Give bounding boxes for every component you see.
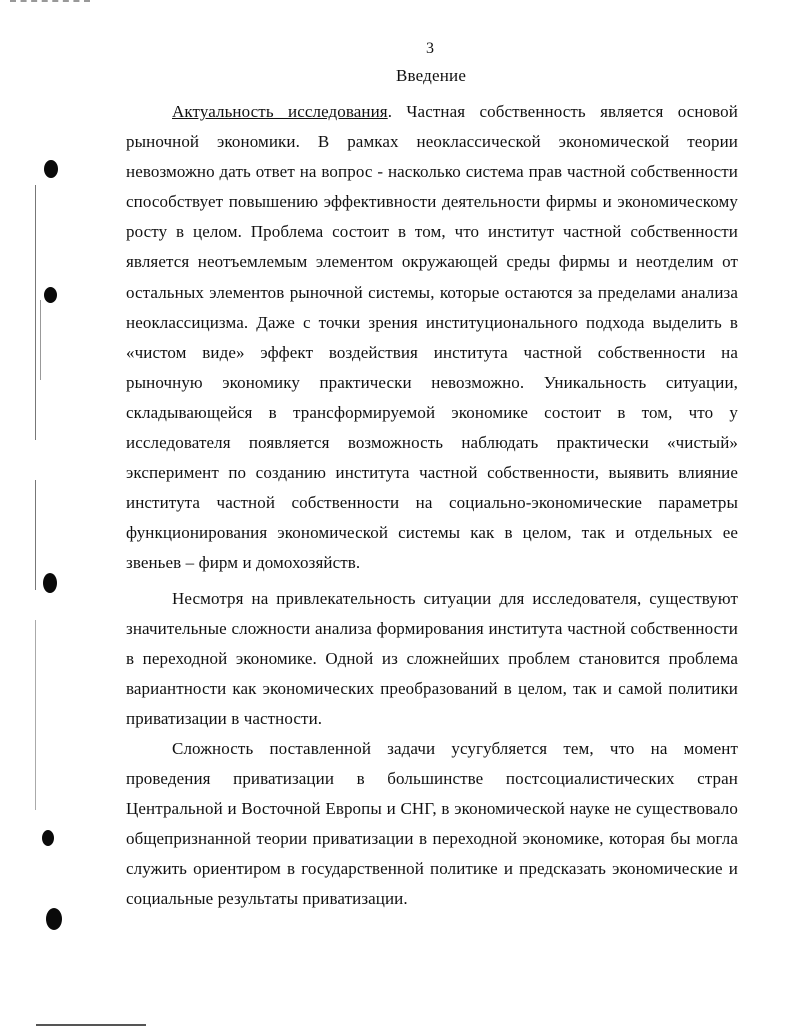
relevance-body: . Частная собственность является основой рыночной экономики. В рамках неоклассической экономической теории невозможно дать ответ на вопрос - насколько система прав частной собственности способствует повышению эффективности деятельности фирмы и экономическому росту в целом. Проблема состоит в том, что институт частной собственности является неотъемлемым элементом окружающей среды фирмы и неотделим от остальных элементов рыночной системы, которые остаются за пределами анализа неоклассицизма. Даже с точки зрения институционального подхода выделить в «чистом виде» эффект воздействия института частной собственности на рыночную экономику практически невозможно. Уникальность ситуации, складывающейся в трансформируемой экономике состоит в том, что у исследователя появляется возможность наблюдать практически «чистый» эксперимент по созданию института частной собственности, выявить влияние института частной собственности на социально-экономические параметры функционирования экономической системы как в целом, так и отдельных ее звеньев – фирм и домохозяйств. (126, 102, 738, 573)
binder-hole (43, 573, 57, 593)
paragraph-complexity (126, 584, 738, 734)
relevance-lead: Актуальность исследования (172, 102, 388, 121)
scan-edge-marks (10, 0, 90, 8)
binder-hole (44, 160, 58, 178)
scan-margin-line (35, 185, 36, 440)
paragraph-text: Сложность поставленной задачи усугубляется тем, что на момент проведения приватизации в большинстве постсоциалистических стран Центральной и Восточной Европы и СНГ, в экономической науке не существовало общепризнанной теории приватизации в переходной экономике, которая бы могла служить ориентиром в государственной политике и предсказать экономические и социальные результаты приватизации. (126, 739, 738, 909)
scan-margin-line (35, 480, 36, 590)
paragraph-task (126, 734, 738, 915)
section-heading: Введение (395, 66, 467, 85)
scan-margin-line (35, 620, 36, 810)
paragraph-text: Несмотря на привлекательность ситуации для исследователя, существуют значительные сложности анализа формирования института частной собственности в переходной экономике. Одной из сложнейших проблем становится проблема вариантности как экономических преобразований в целом, так и самой политики приватизации в частности. (126, 589, 738, 729)
binder-hole (42, 830, 54, 846)
paragraph-text (126, 97, 738, 579)
scan-bottom-line (36, 1024, 146, 1026)
binder-hole (44, 287, 57, 303)
paragraph-relevance (126, 97, 738, 579)
page-number: 3 (426, 40, 434, 57)
scan-margin-line (40, 300, 41, 380)
binder-hole (46, 908, 62, 930)
